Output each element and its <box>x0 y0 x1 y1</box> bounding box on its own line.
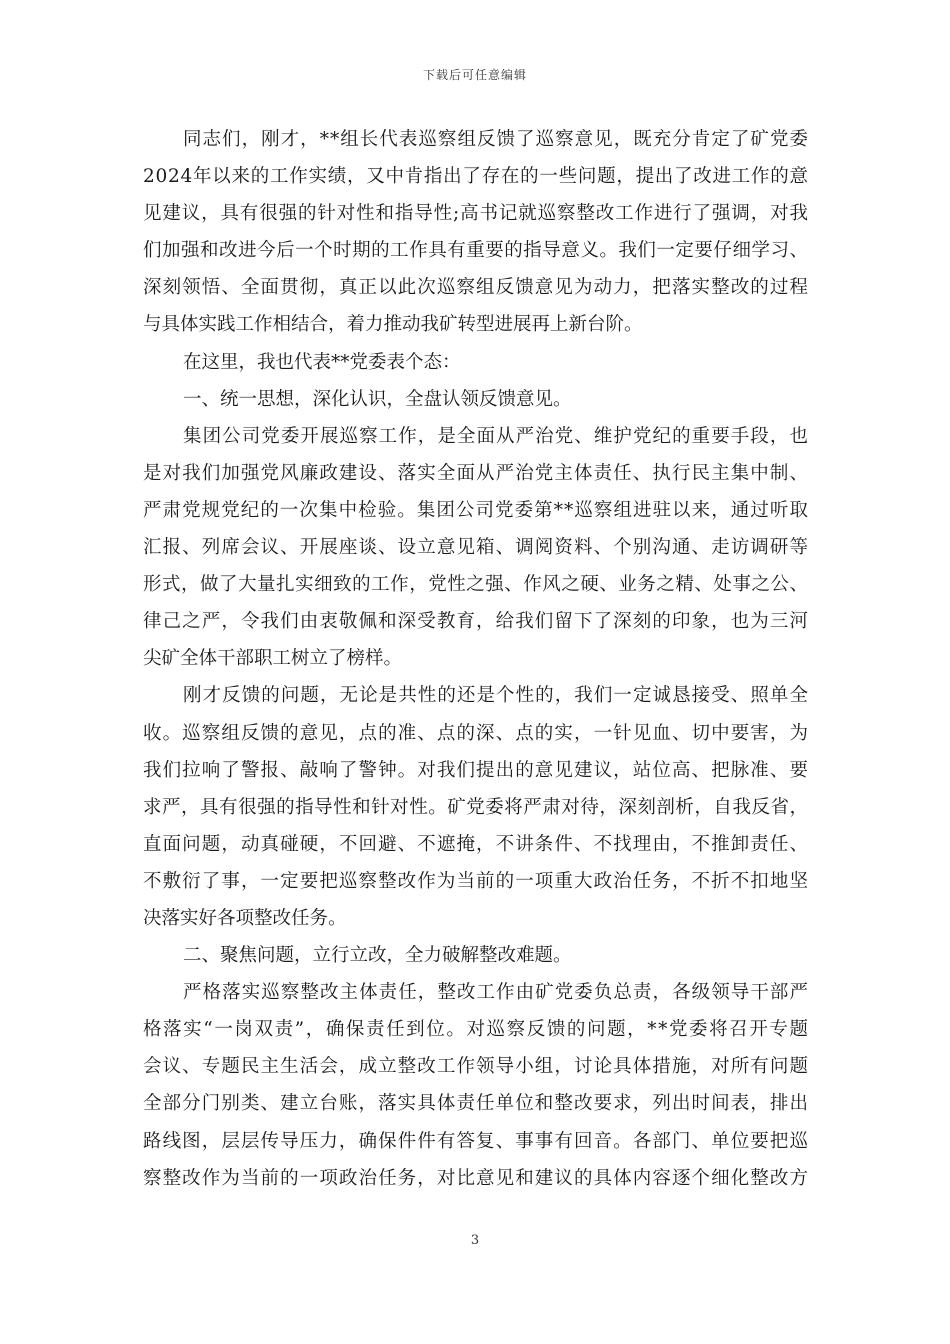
text-line: 我们拉响了警报、敲响了警钟。对我们提出的意见建议，站位高、把脉准、要 <box>143 759 810 781</box>
text-line: 深刻领悟、全面贯彻，真正以此次巡察组反馈意见为动力，把落实整改的过程 <box>143 277 810 299</box>
text-line: 察整改作为当前的一项政治任务，对比意见和建议的具体内容逐个细化整改方 <box>143 1167 810 1189</box>
text-line: 收。巡察组反馈的意见，点的准、点的深、点的实，一针见血、切中要害，为 <box>143 722 810 744</box>
page-header: 下载后可任意编辑 <box>422 68 527 82</box>
text-line: 不敷衍了事，一定要把巡察整改作为当前的一项重大政治任务，不折不扣地坚 <box>143 870 810 892</box>
text-line: 一、统一思想，深化认识，全盘认领反馈意见。 <box>183 388 572 410</box>
text-line: 见建议，具有很强的针对性和指导性;高书记就巡察整改工作进行了强调，对我 <box>143 203 809 225</box>
text-line: 全部分门别类、建立台账，落实具体责任单位和整改要求，列出时间表，排出 <box>143 1093 810 1115</box>
text-line: 尖矿全体干部职工树立了榜样。 <box>143 648 403 670</box>
text-line: 汇报、列席会议、开展座谈、设立意见箱、调阅资料、个别沟通、走访调研等 <box>143 537 810 559</box>
page-number: 3 <box>470 1233 480 1248</box>
text-line: 严格落实巡察整改主体责任，整改工作由矿党委负总责，各级领导干部严 <box>183 982 810 1004</box>
text-line: 是对我们加强党风廉政建设、落实全面从严治党主体责任、执行民主集中制、 <box>143 462 810 484</box>
text-line: 集团公司党委开展巡察工作，是全面从严治党、维护党纪的重要手段，也 <box>183 425 810 447</box>
text-line: 格落实“一岗双责”，确保责任到位。对巡察反馈的问题，**党委将召开专题 <box>143 1019 810 1041</box>
text-line: 在这里，我也代表**党委表个态： <box>183 351 461 373</box>
text-line: 同志们，刚才，**组长代表巡察组反馈了巡察意见，既充分肯定了矿党委 <box>183 129 810 150</box>
text-line: 2024年以来的工作实绩，又中肯指出了存在的一些问题，提出了改进工作的意 <box>143 166 809 188</box>
document-body <box>143 121 808 1197</box>
text-line: 刚才反馈的问题，无论是共性的还是个性的，我们一定诚恳接受、照单全 <box>183 685 810 707</box>
text-line: 律己之严，令我们由衷敬佩和深受教育，给我们留下了深刻的印象，也为三河 <box>143 611 810 633</box>
text-line: 二、聚焦问题，立行立改，全力破解整改难题。 <box>183 945 572 967</box>
text-line: 们加强和改进今后一个时期的工作具有重要的指导意义。我们一定要仔细学习、 <box>143 240 809 262</box>
text-line: 直面问题，动真碰硬，不回避、不遮掩，不讲条件、不找理由，不推卸责任、 <box>143 833 810 855</box>
text-line: 与具体实践工作相结合，着力推动我矿转型进展再上新台阶。 <box>143 314 643 336</box>
text-line: 路线图，层层传导压力，确保件件有答复、事事有回音。各部门、单位要把巡 <box>143 1130 810 1152</box>
text-line: 会议、专题民主生活会，成立整改工作领导小组，讨论具体措施，对所有问题 <box>143 1056 810 1078</box>
text-line: 形式，做了大量扎实细致的工作，党性之强、作风之硬、业务之精、处事之公、 <box>143 574 809 596</box>
text-line: 决落实好各项整改任务。 <box>143 907 347 929</box>
text-line: 求严，具有很强的指导性和针对性。矿党委将严肃对待，深刻剖析，自我反省， <box>143 796 809 818</box>
text-line: 严肃党规党纪的一次集中检验。集团公司党委第**巡察组进驻以来，通过听取 <box>143 499 810 521</box>
